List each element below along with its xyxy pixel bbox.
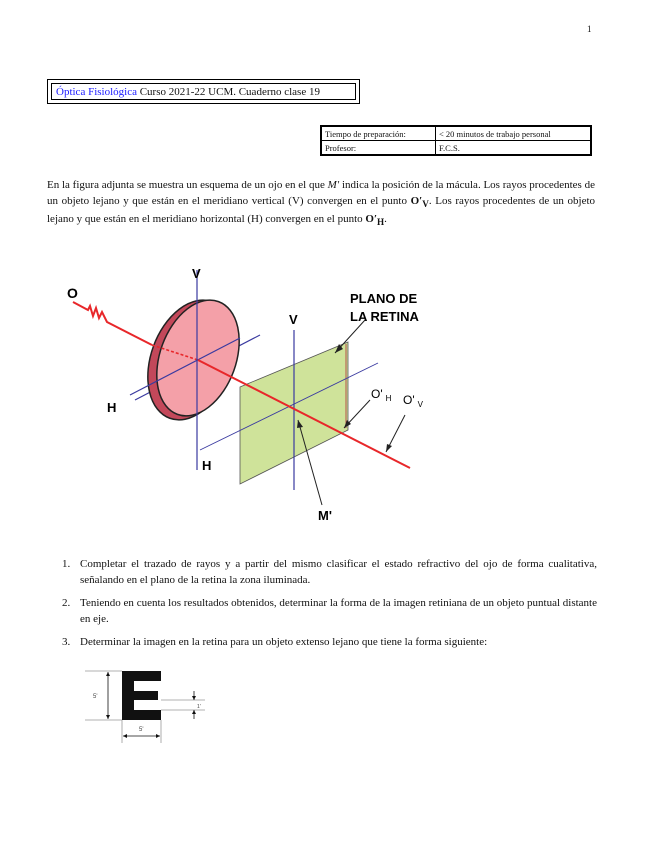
height-label: 5' bbox=[93, 694, 98, 700]
question-text: Completar el trazado de rayos y a partir del mismo clasificar el estado refractivo del ojo de forma cualitativa, señalando en el plano de la retina la zona iluminada. bbox=[80, 558, 597, 586]
label-plane-2: LA RETINA bbox=[350, 309, 419, 324]
intro-m: M′ bbox=[327, 179, 340, 191]
intro-oh-main: O′ bbox=[365, 213, 378, 226]
gap-arrow-top-head bbox=[192, 696, 196, 700]
page-number: 1 bbox=[587, 24, 592, 34]
info-table bbox=[320, 125, 592, 156]
intro-ov-main: O′ bbox=[410, 194, 423, 207]
question-item bbox=[47, 635, 597, 651]
height-arrow-top bbox=[106, 672, 110, 676]
prof-key: Profesor: bbox=[321, 141, 436, 156]
width-label: 5' bbox=[139, 727, 144, 733]
label-object: O bbox=[67, 285, 78, 301]
label-h-lens: H bbox=[107, 400, 117, 415]
e-optotype-figure bbox=[80, 663, 210, 745]
intro-text-3: . Los rayos procedentes de un objeto lejano y que están en el meridiano horizontal (H) convergen en el punto bbox=[47, 194, 596, 226]
intro-text-1: En la figura adjunta se muestra un esquema de un ojo en el que bbox=[47, 179, 328, 191]
incoming-ray bbox=[73, 302, 152, 345]
e-letter bbox=[122, 671, 161, 720]
question-item bbox=[47, 557, 597, 588]
gap-arrow-bottom-head bbox=[192, 710, 196, 714]
label-v-retina: V bbox=[289, 312, 298, 327]
intro-paragraph bbox=[47, 178, 595, 231]
label-plane-1: PLANO DE bbox=[350, 291, 418, 306]
intro-ov-sub: V bbox=[422, 198, 429, 209]
label-ov bbox=[403, 393, 424, 409]
intro-text-4: . bbox=[384, 213, 387, 226]
intro-text-2: indica la posición de la mácula. Los rayos procedentes de un objeto lejano y que están en el meridiano vertical (V) convergen en el punto bbox=[47, 179, 595, 207]
eye-diagram bbox=[60, 260, 480, 530]
gap-label: 1' bbox=[197, 704, 201, 710]
question-number: 1. bbox=[62, 558, 71, 570]
question-number: 2. bbox=[62, 597, 71, 609]
label-v-lens: V bbox=[192, 266, 201, 281]
label-ov-main: O' bbox=[403, 393, 415, 407]
info-row-prep bbox=[321, 126, 591, 141]
prep-value: < 20 minutos de trabajo personal bbox=[436, 126, 592, 141]
question-number: 3. bbox=[62, 636, 71, 648]
title-text bbox=[51, 83, 356, 100]
question-item bbox=[47, 596, 597, 627]
intro-oh bbox=[365, 213, 385, 228]
intro-ov bbox=[411, 195, 429, 207]
title-box bbox=[47, 79, 360, 104]
question-list bbox=[47, 557, 597, 659]
prof-value: F.C.S. bbox=[436, 141, 592, 156]
label-oh bbox=[371, 387, 392, 403]
label-h-retina: H bbox=[202, 458, 212, 473]
ov-pointer-head bbox=[386, 444, 392, 452]
width-arrow-left bbox=[123, 734, 127, 738]
question-text: Teniendo en cuenta los resultados obtenidos, determinar la forma de la imagen retiniana de un objeto puntual distante en eje. bbox=[80, 597, 597, 625]
label-oh-main: O' bbox=[371, 387, 383, 401]
title-rest: Curso 2021-22 UCM. Cuaderno clase 19 bbox=[136, 86, 320, 98]
question-text: Determinar la imagen en la retina para un objeto extenso lejano que tiene la forma siguiente: bbox=[80, 636, 488, 648]
label-ov-sub: V bbox=[417, 400, 423, 409]
width-arrow-right bbox=[156, 734, 160, 738]
course-link[interactable]: Óptica Fisiológica bbox=[56, 86, 137, 98]
height-arrow-bottom bbox=[106, 715, 110, 719]
intro-oh-sub: H bbox=[377, 217, 385, 228]
info-row-prof bbox=[321, 141, 591, 156]
prep-key: Tiempo de preparación: bbox=[321, 126, 436, 141]
label-oh-sub: H bbox=[385, 394, 392, 403]
label-macula: M' bbox=[318, 508, 332, 523]
